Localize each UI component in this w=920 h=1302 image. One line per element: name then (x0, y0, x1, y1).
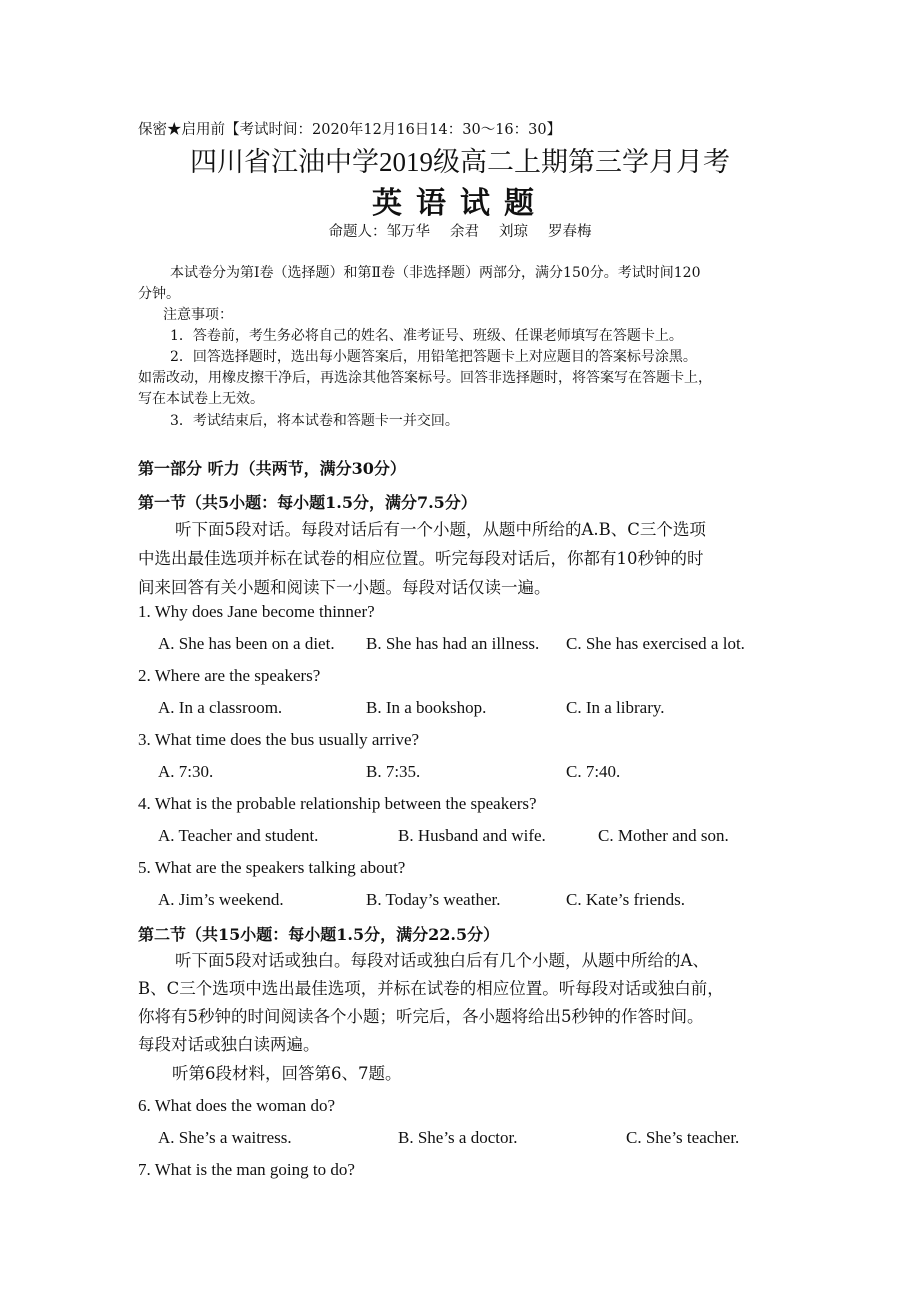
question-stem: 2. Where are the speakers? (138, 666, 321, 685)
notice-item-1: 1．答卷前，考生务必将自己的姓名、准考证号、班级、任课老师填写在答题卡上。 (170, 328, 683, 344)
notice-title: 注意事项： (163, 307, 233, 323)
question-stem: 3. What time does the bus usually arrive? (138, 730, 420, 749)
notice-item-2-cont: 写在本试卷上无效。 (138, 391, 264, 407)
question-stem: 7. What is the man going to do? (138, 1160, 355, 1179)
option-b: B. She has had an illness. (366, 634, 540, 653)
option-b: B. Today’s weather. (366, 890, 501, 909)
question-stem: 1. Why does Jane become thinner? (138, 602, 375, 621)
subject-title: 英语试题 (372, 186, 548, 221)
notice-item-2: 2．回答选择题时，选出每小题答案后，用铅笔把答题卡上对应题目的答案标号涂黑。 (170, 349, 697, 365)
option-a: A. In a classroom. (158, 698, 283, 717)
question-stem: 4. What is the probable relationship between the speakers? (138, 794, 537, 813)
section1-directions: 中选出最佳选项并标在试卷的相应位置。听完每段对话后，你都有10秒钟的时 (138, 549, 704, 568)
option-c: C. Mother and son. (598, 826, 729, 845)
option-b: B. She’s a doctor. (398, 1128, 518, 1147)
exam-title: 四川省江油中学2019级高二上期第三学月月考 (190, 147, 730, 177)
option-c: C. 7:40. (566, 762, 621, 781)
section2-directions: 听下面5段对话或独白。每段对话或独白后有几个小题，从题中所给的A、 (175, 951, 709, 970)
option-a: A. She has been on a diet. (158, 634, 335, 653)
option-b: B. In a bookshop. (366, 698, 487, 717)
author-name: 余君 (450, 224, 479, 240)
author-name: 罗春梅 (548, 224, 592, 240)
intro-line-2: 分钟。 (138, 286, 180, 302)
section2-directions: 你将有5秒钟的时间阅读各个小题；听完后，各小题将给出5秒钟的作答时间。 (138, 1007, 704, 1026)
part1-heading: 第一部分 听力（共两节，满分30分） (138, 459, 406, 478)
notice-item-2-cont: 如需改动，用橡皮擦干净后，再选涂其他答案标号。回答非选择题时，将答案写在答题卡上， (138, 370, 712, 386)
authors-line (0, 220, 920, 241)
option-c: C. Kate’s friends. (566, 890, 685, 909)
section1-heading: 第一节（共5小题：每小题1.5分，满分7.5分） (138, 493, 477, 512)
section2-heading: 第二节（共15小题：每小题1.5分，满分22.5分） (138, 925, 500, 944)
section1-directions: 间来回答有关小题和阅读下一小题。每段对话仅读一遍。 (138, 578, 551, 597)
material-note: 听第6段材料，回答第6、7题。 (172, 1064, 402, 1083)
option-c: C. In a library. (566, 698, 665, 717)
section2-directions: 每段对话或独白读两遍。 (138, 1035, 320, 1054)
option-c: C. She has exercised a lot. (566, 634, 745, 653)
section2-directions: B、C三个选项中选出最佳选项，并标在试卷的相应位置。听每段对话或独白前， (138, 979, 724, 998)
authors-label: 命题人： (328, 224, 387, 240)
option-a: A. 7:30. (158, 762, 214, 781)
notice-item-3: 3．考试结束后，将本试卷和答题卡一并交回。 (170, 413, 459, 429)
option-a: A. Teacher and student. (158, 826, 319, 845)
author-name: 邹万华 (386, 224, 430, 240)
option-a: A. Jim’s weekend. (158, 890, 284, 909)
intro-line-1: 本试卷分为第Ⅰ卷（选择题）和第Ⅱ卷（非选择题）两部分，满分150分。考试时间120 (170, 265, 701, 281)
option-b: B. 7:35. (366, 762, 421, 781)
option-b: B. Husband and wife. (398, 826, 546, 845)
confidential-time-line: 保密★启用前【考试时间：2020年12月16日14：30～16：30】 (138, 122, 562, 138)
option-a: A. She’s a waitress. (158, 1128, 292, 1147)
option-c: C. She’s teacher. (626, 1128, 740, 1147)
section1-directions: 听下面5段对话。每段对话后有一个小题，从题中所给的A.B、C三个选项 (175, 520, 706, 539)
question-stem: 6. What does the woman do? (138, 1096, 336, 1115)
author-name: 刘琼 (499, 224, 528, 240)
question-stem: 5. What are the speakers talking about? (138, 858, 406, 877)
